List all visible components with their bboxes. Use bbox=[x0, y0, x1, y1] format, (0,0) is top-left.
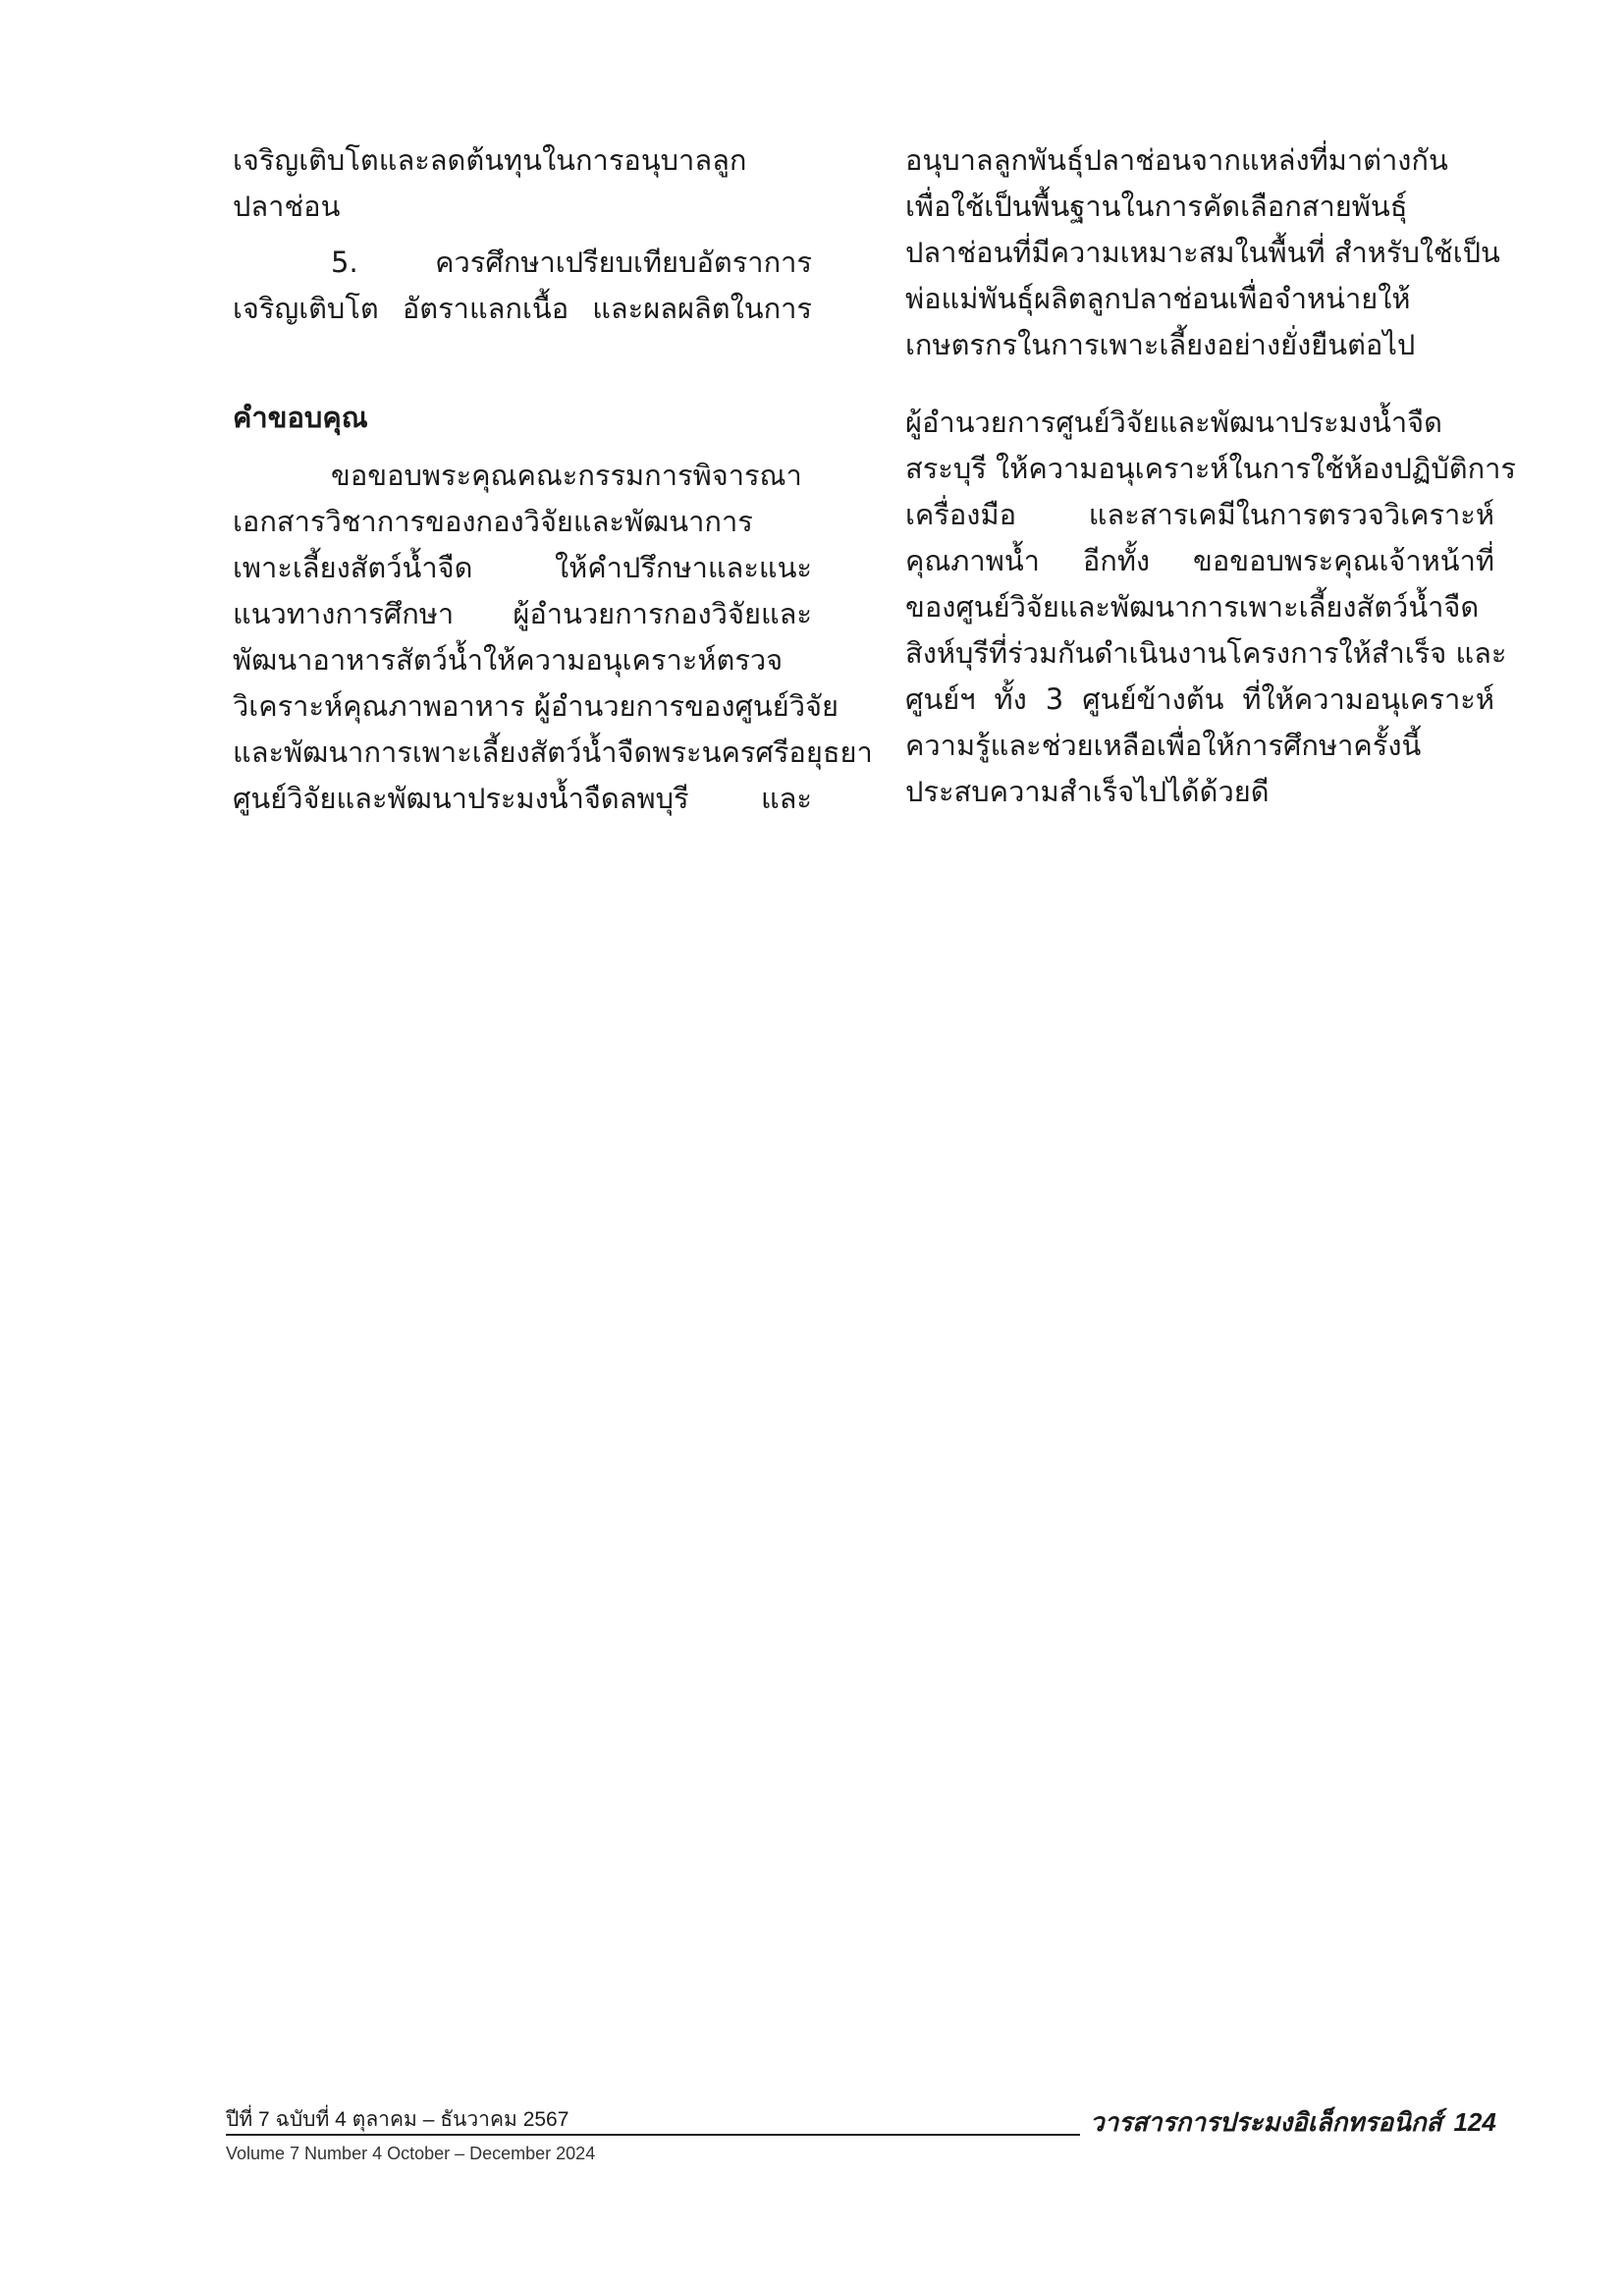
recommendation-item-5 bbox=[233, 240, 812, 332]
text-line: ปลาช่อนที่มีความเหมาะสมในพื้นที่ สำหรับใช้เป็น bbox=[905, 236, 1500, 269]
text-line: ศูนย์ฯ ทั้ง 3 ศูนย์ข้างต้น ที่ให้ความอนุเคราะห์ bbox=[905, 682, 1494, 716]
text-line: เพื่อใช้เป็นพื้นฐานในการคัดเลือกสายพันธุ์ bbox=[905, 190, 1408, 223]
right-column bbox=[905, 137, 1516, 815]
footer-divider bbox=[226, 2134, 1080, 2136]
page-number: 124 bbox=[1453, 2107, 1496, 2137]
text-line: ของศูนย์วิจัยและพัฒนาการเพาะเลี้ยงสัตว์น้ำจืด bbox=[905, 590, 1480, 624]
issue-info-thai: ปีที่ 7 ฉบับที่ 4 ตุลาคม – ธันวาคม 2567 bbox=[226, 2108, 569, 2131]
journal-title bbox=[1090, 2106, 1496, 2138]
text-line: พ่อแม่พันธุ์ผลิตลูกปลาช่อนเพื่อจำหน่ายให้ bbox=[905, 282, 1411, 315]
acknowledgement-paragraph bbox=[233, 453, 873, 822]
issue-info-english: Volume 7 Number 4 October – December 2024 bbox=[226, 2144, 596, 2163]
section-heading: คำขอบคุณ bbox=[233, 401, 368, 434]
text-line: เจริญเติบโตและลดต้นทุนในการอนุบาลลูก bbox=[233, 143, 747, 177]
text-line: ศูนย์วิจัยและพัฒนาประมงน้ำจืดลพบุรี และ bbox=[233, 782, 812, 815]
continuation-paragraph bbox=[233, 137, 812, 230]
journal-name: วารสารการประมงอิเล็กทรอนิกส์ bbox=[1090, 2107, 1442, 2137]
recommendation-continuation bbox=[905, 137, 1500, 368]
text-line: ความรู้และช่วยเหลือเพื่อให้การศึกษาครั้งนี้ bbox=[905, 729, 1422, 762]
text-line: สระบุรี ให้ความอนุเคราะห์ในการใช้ห้องปฏิบัติการ bbox=[905, 452, 1516, 485]
text-line: สิงห์บุรีที่ร่วมกันดำเนินงานโครงการให้สำเร็จ และ bbox=[905, 636, 1507, 670]
text-line: เพาะเลี้ยงสัตว์น้ำจืด ให้คำปรึกษาและแนะ bbox=[233, 551, 812, 584]
acknowledgement-section bbox=[233, 395, 873, 822]
page-footer bbox=[226, 2106, 1522, 2175]
text-line: เอกสารวิชาการของกองวิจัยและพัฒนาการ bbox=[233, 505, 753, 538]
text-line: เจริญเติบโต อัตราแลกเนื้อ และผลผลิตในการ bbox=[233, 292, 812, 325]
text-line: 5. ควรศึกษาเปรียบเทียบอัตราการ bbox=[331, 245, 812, 279]
text-line: พัฒนาอาหารสัตว์น้ำให้ความอนุเคราะห์ตรวจ bbox=[233, 643, 784, 677]
left-column bbox=[233, 137, 873, 822]
text-line: คุณภาพน้ำ อีกทั้ง ขอขอบพระคุณเจ้าหน้าที่ bbox=[905, 544, 1494, 577]
text-line: วิเคราะห์คุณภาพอาหาร ผู้อำนวยการของศูนย์วิจัย bbox=[233, 689, 839, 723]
text-line: แนวทางการศึกษา ผู้อำนวยการกองวิจัยและ bbox=[233, 597, 812, 630]
text-line: เครื่องมือ และสารเคมีในการตรวจวิเคราะห์ bbox=[905, 498, 1494, 531]
acknowledgement-continuation bbox=[905, 400, 1516, 815]
text-line: และพัฒนาการเพาะเลี้ยงสัตว์น้ำจืดพระนครศรีอยุธยา bbox=[233, 735, 873, 769]
text-line: ผู้อำนวยการศูนย์วิจัยและพัฒนาประมงน้ำจืด bbox=[905, 406, 1442, 439]
text-line: เกษตรกรในการเพาะเลี้ยงอย่างยั่งยืนต่อไป bbox=[905, 328, 1416, 361]
text-line: ประสบความสำเร็จไปได้ด้วยดี bbox=[905, 775, 1270, 808]
text-line: อนุบาลลูกพันธุ์ปลาช่อนจากแหล่งที่มาต่างกัน bbox=[905, 143, 1448, 177]
text-line: ขอขอบพระคุณคณะกรรมการพิจารณา bbox=[331, 459, 802, 492]
text-line: ปลาช่อน bbox=[233, 190, 341, 223]
